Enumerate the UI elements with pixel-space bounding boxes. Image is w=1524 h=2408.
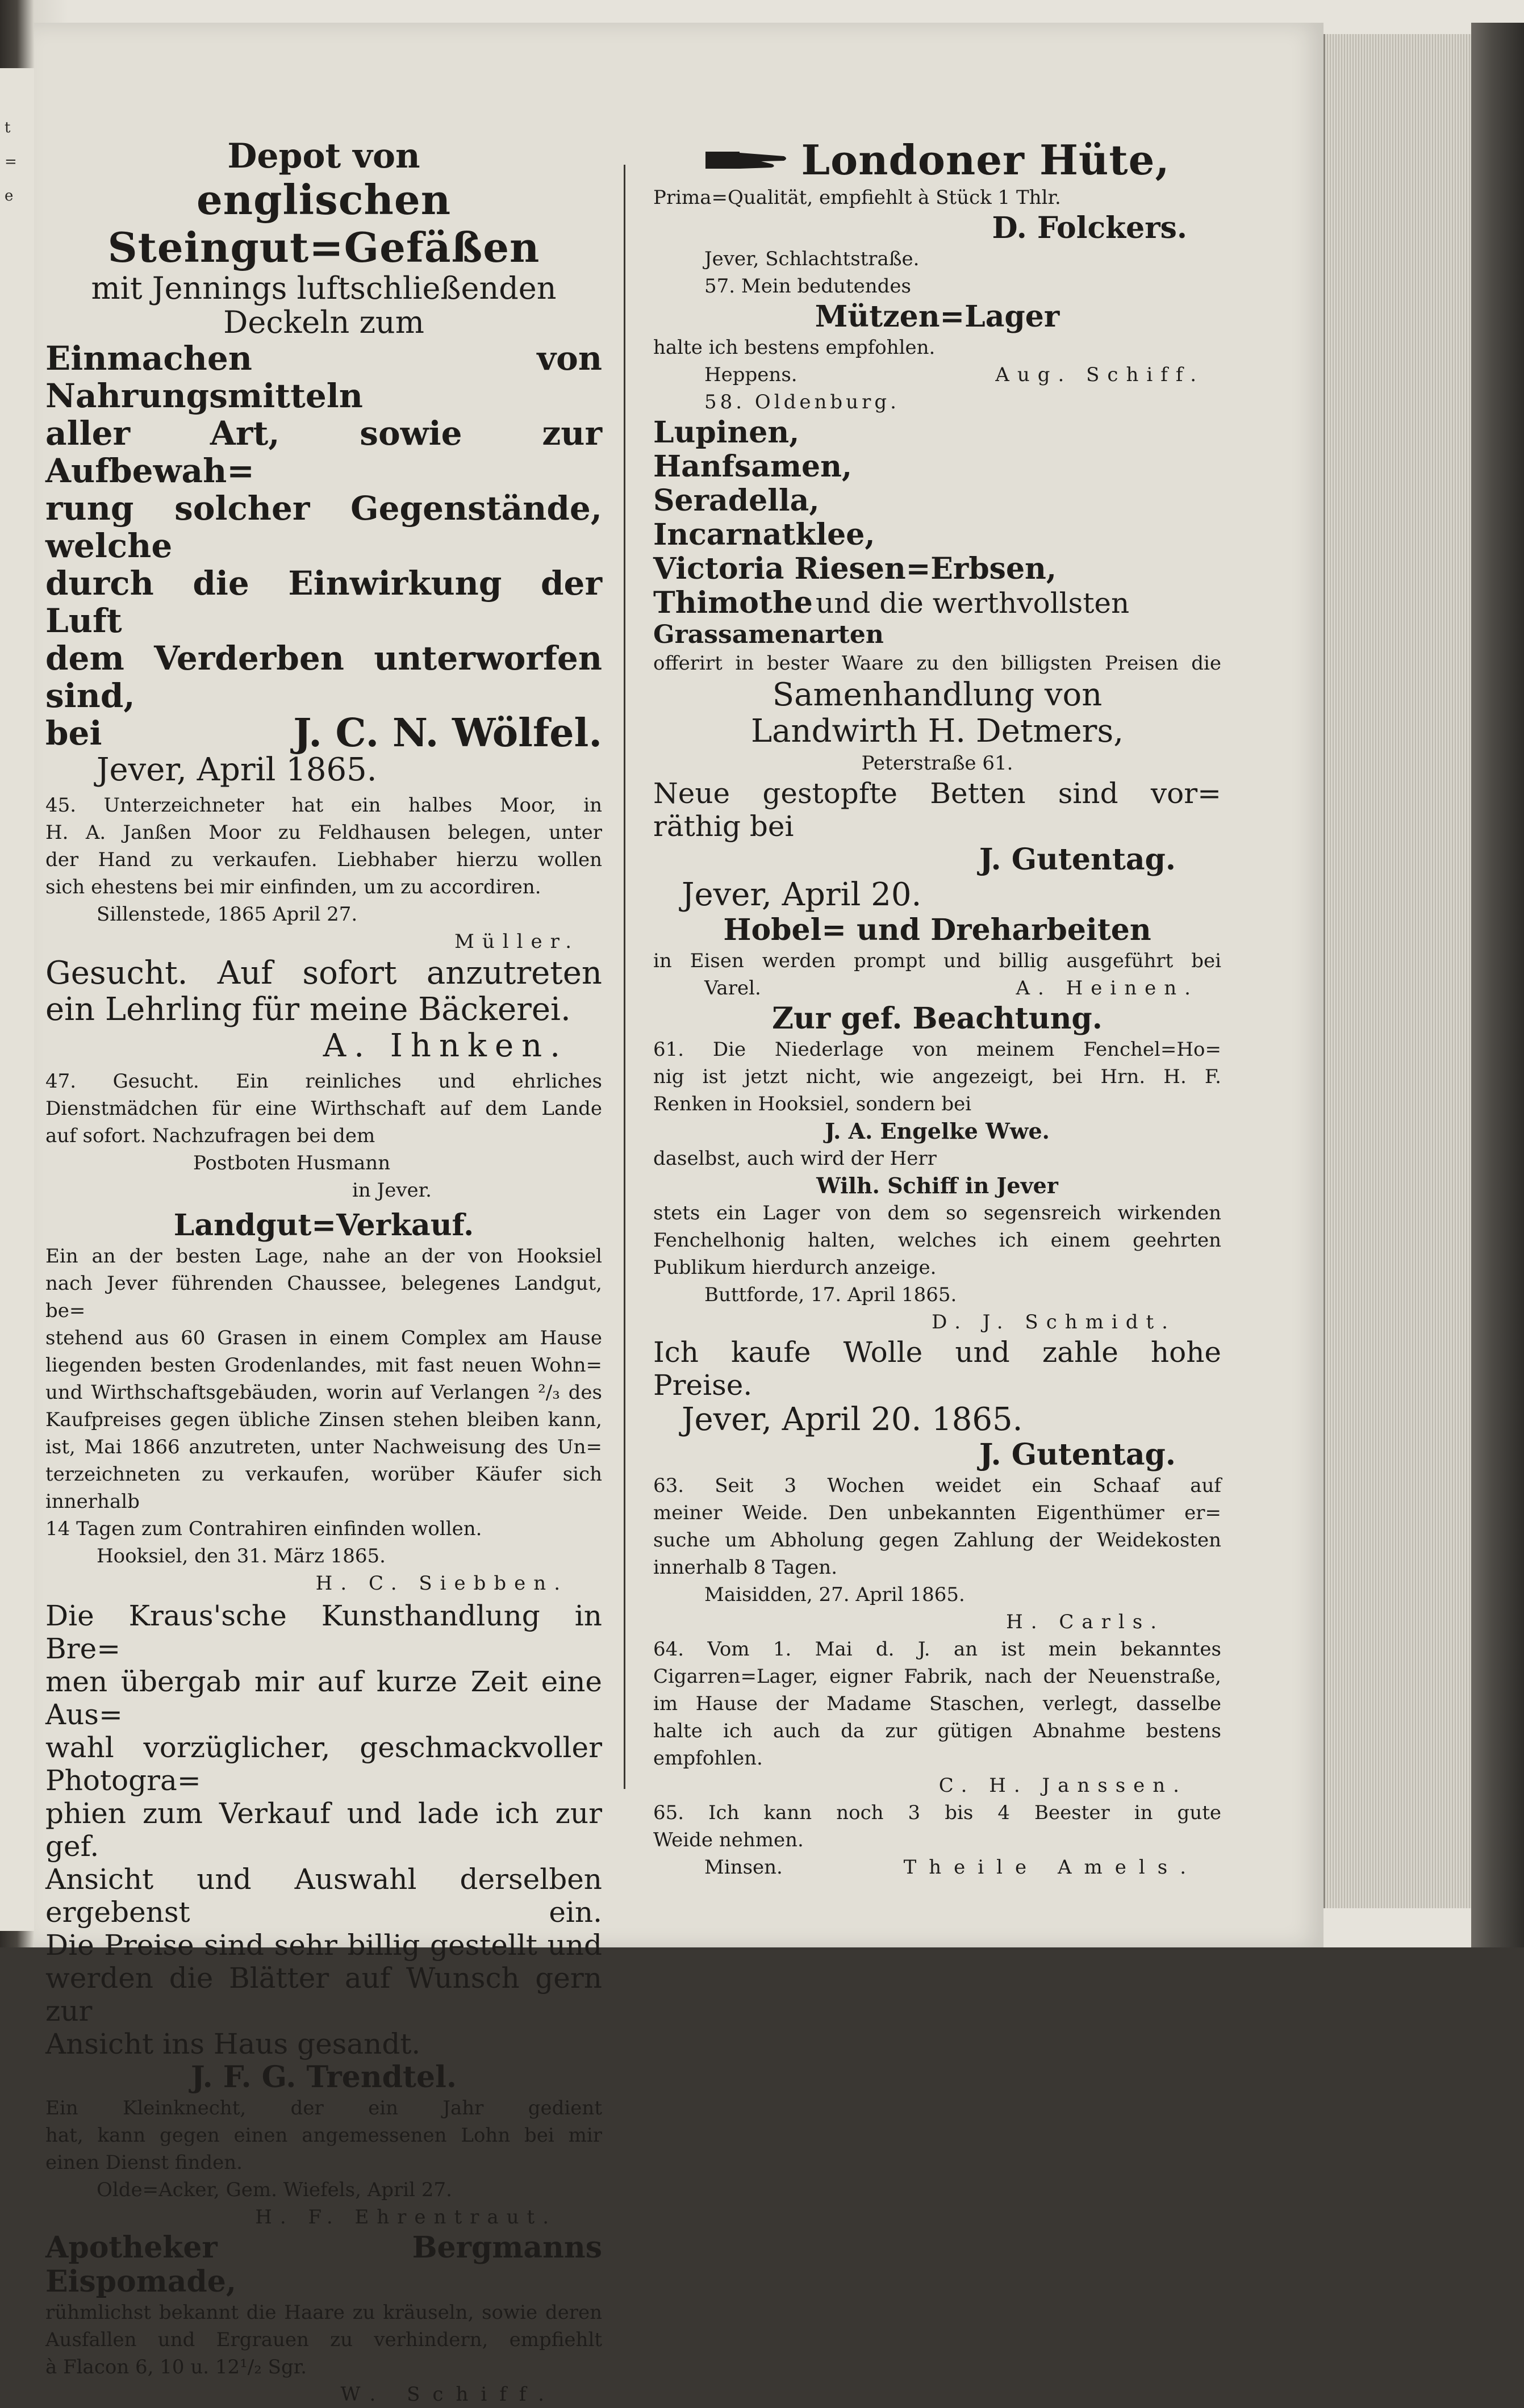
right-column bbox=[653, 136, 1221, 1881]
samenhandlung-line: Samenhandlung von bbox=[772, 676, 1103, 713]
betten-text: Neue gestopfte Betten sind vor= bbox=[653, 777, 1221, 810]
hobel-signature: A. Heinen. bbox=[1016, 977, 1199, 1000]
ad-text: 45. Unterzeichneter hat ein halbes Moor, in bbox=[45, 794, 602, 817]
kraus-text: Die Kraus'sche Kunsthandlung in Bre= bbox=[45, 1599, 602, 1665]
ad61-text: daselbst, auch wird der Herr bbox=[653, 1147, 937, 1170]
wolle-signature: J. Gutentag. bbox=[979, 1437, 1176, 1472]
beachtung-heading: Zur gef. Beachtung. bbox=[772, 1001, 1103, 1036]
ad64-text: Cigarren=Lager, eigner Fabrik, nach der Neuenstraße, bbox=[653, 1665, 1221, 1688]
landgut-text: und Wirthschaftsgebäuden, worin auf Verlangen ²/₃ des bbox=[45, 1381, 602, 1404]
wolle-date: Jever, April 20. 1865. bbox=[682, 1401, 1023, 1438]
ad61-text: nig ist jetzt nicht, wie angezeigt, bei Hrn. H. F. bbox=[653, 1065, 1221, 1088]
kraus-text: men übergab mir auf kurze Zeit eine Aus= bbox=[45, 1665, 602, 1731]
ad-text: Postboten Husmann bbox=[193, 1152, 391, 1174]
seed-name: Thimothe bbox=[653, 586, 813, 620]
gesucht-line: ein Lehrling für meine Bäckerei. bbox=[45, 991, 571, 1028]
landgut-place-date: Hooksiel, den 31. März 1865. bbox=[97, 1545, 386, 1567]
ad57-heading: Mützen=Lager bbox=[815, 299, 1060, 334]
betten-signature: J. Gutentag. bbox=[979, 842, 1176, 877]
ad57-text: halte ich bestens empfohlen. bbox=[653, 336, 936, 359]
ad-text: sich ehestens bei mir einfinden, um zu accordiren. bbox=[45, 876, 541, 898]
kraus-signature: J. F. G. Trendtel. bbox=[191, 2060, 457, 2095]
depot-bei: bei bbox=[45, 714, 102, 752]
kraus-text: Ansicht und Auswahl derselben ergebenst ein. bbox=[45, 1863, 602, 1929]
depot-line: durch die Einwirkung der Luft bbox=[45, 564, 602, 640]
ad63-place-date: Maisidden, 27. April 1865. bbox=[704, 1583, 965, 1606]
gesucht-signature: A. Ihnken. bbox=[323, 1027, 568, 1064]
depot-date: Jever, April 1865. bbox=[97, 751, 377, 788]
ad65-text: 65. Ich kann noch 3 bis 4 Beester in gute bbox=[653, 1801, 1221, 1824]
seed-item: Incarnatklee, bbox=[653, 517, 875, 552]
depot-line: aller Art, sowie zur Aufbewah= bbox=[45, 414, 602, 490]
ad61-name: Wilh. Schiff in Jever bbox=[816, 1173, 1058, 1198]
ad-signature: Müller. bbox=[454, 930, 579, 953]
kraus-text: phien zum Verkauf und lade ich zur gef. bbox=[45, 1797, 602, 1863]
ad61-text: Renken in Hooksiel, sondern bei bbox=[653, 1093, 972, 1115]
margin-letter: = bbox=[5, 153, 17, 170]
hute-signature: D. Folckers. bbox=[992, 211, 1187, 245]
ad61-text: 61. Die Niederlage von meinem Fenchel=Ho= bbox=[653, 1038, 1221, 1061]
klein-place-date: Olde=Acker, Gem. Wiefels, April 27. bbox=[97, 2179, 452, 2201]
ad-text: auf sofort. Nachzufragen bei dem bbox=[45, 1124, 375, 1147]
ad63-signature: H. Carls. bbox=[1006, 1611, 1164, 1633]
depot-line: englischen Steingut=Gefäßen bbox=[107, 175, 540, 271]
left-column bbox=[45, 136, 602, 2408]
landgut-text: Kaufpreises gegen übliche Zinsen stehen bleiben kann, bbox=[45, 1408, 602, 1431]
ad57-signature-row bbox=[653, 361, 1221, 388]
landgut-text: terzeichneten zu verkaufen, worüber Käufer sich innerhalb bbox=[45, 1463, 602, 1513]
ad65-signature-row bbox=[653, 1854, 1221, 1881]
kraus-text: Die Preise sind sehr billig gestellt und bbox=[45, 1929, 602, 1962]
landgut-text: 14 Tagen zum Contrahiren einfinden wollen. bbox=[45, 1517, 482, 1540]
ad64-signature: C. H. Janssen. bbox=[938, 1774, 1187, 1797]
depot-signature-row bbox=[45, 710, 602, 756]
ad64-text: im Hause der Madame Staschen, verlegt, dasselbe bbox=[653, 1692, 1221, 1715]
betten-date: Jever, April 20. bbox=[682, 876, 922, 913]
column-divider bbox=[624, 165, 625, 1789]
ad64-text: halte ich auch da zur gütigen Abnahme bestens bbox=[653, 1720, 1221, 1742]
klein-signature: H. F. Ehrentraut. bbox=[255, 2206, 557, 2229]
klein-text: Ein Kleinknecht, der ein Jahr gedient bbox=[45, 2097, 602, 2119]
landgut-text: liegenden besten Grodenlandes, mit fast neuen Wohn= bbox=[45, 1354, 602, 1377]
seed-offer: offerirt in bester Waare zu den billigsten Preisen die bbox=[653, 652, 1221, 675]
book-page-edges bbox=[1323, 34, 1473, 1908]
ad61-text: Fenchelhonig halten, welches ich einem geehrten bbox=[653, 1229, 1221, 1252]
hobel-heading: Hobel= und Dreharbeiten bbox=[723, 913, 1151, 947]
kraus-text: werden die Blätter auf Wunsch gern zur bbox=[45, 1962, 602, 2027]
ad-text: Dienstmädchen für eine Wirthschaft auf dem Lande bbox=[45, 1097, 602, 1120]
depot-line: Deckeln zum bbox=[223, 304, 424, 340]
pointing-hand-icon bbox=[704, 146, 790, 174]
ad61-place-date: Buttforde, 17. April 1865. bbox=[704, 1284, 957, 1306]
left-page-margin bbox=[0, 68, 35, 1931]
seed-item: Hanfsamen, bbox=[653, 449, 852, 484]
ad64-text: empfohlen. bbox=[653, 1747, 763, 1770]
ad61-text: Publikum hierdurch anzeige. bbox=[653, 1256, 937, 1279]
ad63-text: innerhalb 8 Tagen. bbox=[653, 1556, 837, 1579]
seed-item bbox=[653, 586, 1221, 620]
hute-address: Jever, Schlachtstraße. bbox=[704, 248, 920, 270]
landgut-text: Ein an der besten Lage, nahe an der von Hooksiel bbox=[45, 1245, 602, 1268]
betten-text: räthig bei bbox=[653, 810, 794, 843]
ad65-place: Minsen. bbox=[704, 1856, 783, 1879]
klein-text: einen Dienst finden. bbox=[45, 2151, 243, 2174]
hute-heading: Londoner Hüte, bbox=[801, 136, 1170, 184]
ad-text: H. A. Janßen Moor zu Feldhausen belegen, unter bbox=[45, 821, 602, 844]
landgut-text: ist, Mai 1866 anzutreten, unter Nachweisung des Un= bbox=[45, 1436, 602, 1458]
hobel-place: Varel. bbox=[704, 977, 761, 1000]
ad-text: in Jever. bbox=[352, 1179, 432, 1202]
seed-text: und die werthvollsten bbox=[815, 587, 1130, 620]
depot-signature: J. C. N. Wölfel. bbox=[293, 710, 602, 756]
klein-text: hat, kann gegen einen angemessenen Lohn bei mir bbox=[45, 2124, 602, 2147]
ad-place-date: Sillenstede, 1865 April 27. bbox=[97, 903, 358, 926]
samenhandlung-address: Peterstraße 61. bbox=[861, 752, 1013, 775]
margin-letter: t bbox=[5, 119, 11, 136]
kraus-text: wahl vorzüglicher, geschmackvoller Photogra= bbox=[45, 1731, 602, 1797]
ad-text: der Hand zu verkaufen. Liebhaber hierzu wollen bbox=[45, 848, 602, 871]
hute-heading-row bbox=[653, 136, 1221, 184]
hobel-text: in Eisen werden prompt und billig ausgeführt bei bbox=[653, 950, 1221, 972]
depot-line: Einmachen von Nahrungsmitteln bbox=[45, 339, 602, 415]
seed-item: Victoria Riesen=Erbsen, bbox=[653, 551, 1057, 586]
depot-line: rung solcher Gegenstände, welche bbox=[45, 489, 602, 565]
margin-letter: e bbox=[5, 187, 14, 204]
ad61-signature: D. J. Schmidt. bbox=[932, 1311, 1176, 1333]
landgut-signature: H. C. Siebben. bbox=[315, 1572, 568, 1595]
hobel-signature-row bbox=[653, 975, 1221, 1002]
seed-item: Seradella, bbox=[653, 483, 820, 518]
ad63-text: 63. Seit 3 Wochen weidet ein Schaaf auf bbox=[653, 1474, 1221, 1497]
ad61-name: J. A. Engelke Wwe. bbox=[825, 1118, 1050, 1144]
book-cover bbox=[1471, 23, 1524, 1947]
apotheker-heading: Apotheker Bergmanns Eispomade, bbox=[45, 2230, 602, 2299]
gesucht-line: Gesucht. Auf sofort anzutreten bbox=[45, 955, 602, 992]
apotheker-text: rühmlichst bekannt die Haare zu kräuseln, sowie deren bbox=[45, 2301, 602, 2324]
landgut-heading: Landgut=Verkauf. bbox=[173, 1208, 474, 1243]
depot-heading: Depot von bbox=[227, 136, 420, 176]
hute-text: Prima=Qualität, empfiehlt à Stück 1 Thlr. bbox=[653, 186, 1061, 209]
ad-text: 47. Gesucht. Ein reinliches und ehrliches bbox=[45, 1070, 602, 1093]
seed-item: Lupinen, bbox=[653, 415, 800, 450]
ad63-text: suche um Abholung gegen Zahlung der Weidekosten bbox=[653, 1529, 1221, 1552]
ad63-text: meiner Weide. Den unbekannten Eigenthümer er= bbox=[653, 1502, 1221, 1524]
ad57-signature: Aug. Schiff. bbox=[995, 363, 1204, 386]
kraus-text: Ansicht ins Haus gesandt. bbox=[45, 2027, 421, 2060]
ad57-place: Heppens. bbox=[704, 363, 798, 386]
landgut-text: nach Jever führenden Chaussee, belegenes Landgut, be= bbox=[45, 1272, 602, 1322]
wolle-text: Ich kaufe Wolle und zahle hohe bbox=[653, 1336, 1221, 1369]
ad65-signature: Theile Amels. bbox=[903, 1856, 1199, 1879]
wolle-text: Preise. bbox=[653, 1369, 753, 1402]
depot-line: mit Jennings luftschließenden bbox=[91, 270, 557, 306]
apotheker-text: à Flacon 6, 10 u. 12¹/₂ Sgr. bbox=[45, 2356, 307, 2378]
apotheker-text: Ausfallen und Ergrauen zu verhindern, empfiehlt bbox=[45, 2328, 602, 2351]
ad57-text: 57. Mein bedutendes bbox=[704, 275, 911, 298]
depot-line: dem Verderben unterworfen sind, bbox=[45, 639, 602, 715]
ad58-text: 58. Oldenburg. bbox=[704, 391, 900, 413]
apotheker-signature: W. Schiff. bbox=[340, 2383, 557, 2406]
samenhandlung-name: Landwirth H. Detmers, bbox=[750, 713, 1124, 750]
ad61-text: stets ein Lager von dem so segensreich wirkenden bbox=[653, 1202, 1221, 1224]
seed-item: Grassamenarten bbox=[653, 620, 884, 649]
ad65-text: Weide nehmen. bbox=[653, 1829, 804, 1851]
landgut-text: stehend aus 60 Grasen in einem Complex am Hause bbox=[45, 1327, 602, 1349]
ad64-text: 64. Vom 1. Mai d. J. an ist mein bekanntes bbox=[653, 1638, 1221, 1661]
